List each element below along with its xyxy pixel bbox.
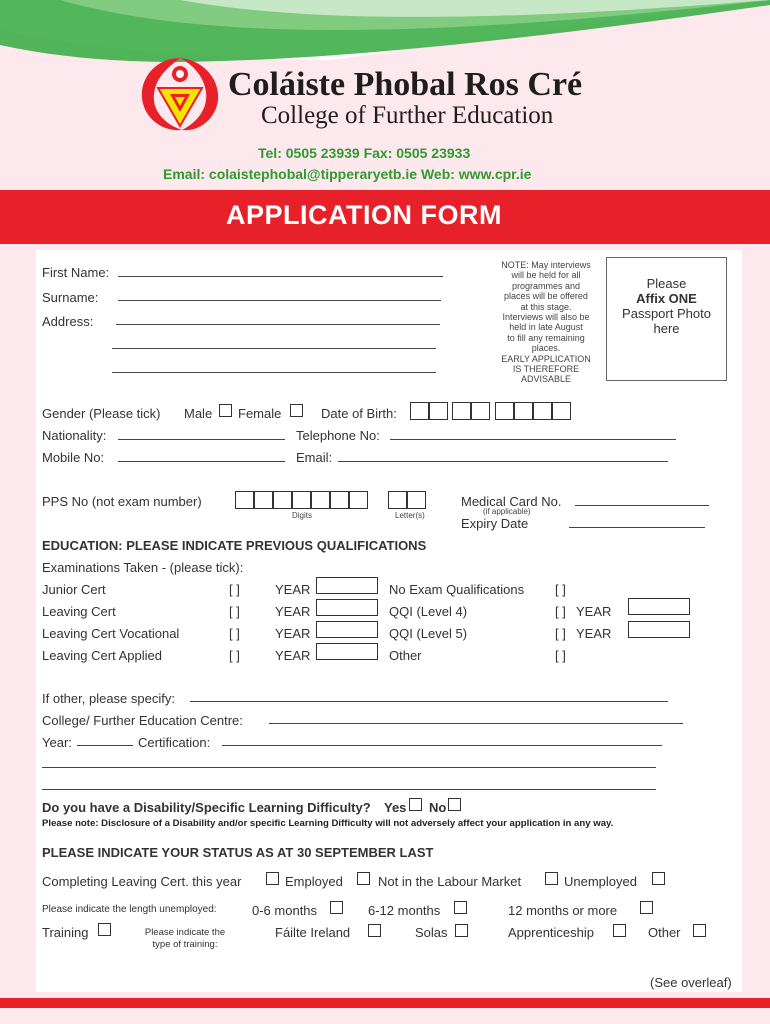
education-heading: EDUCATION: PLEASE INDICATE PREVIOUS QUALIFICATIONS [42,538,427,553]
pps-digit-box[interactable] [254,491,273,509]
edu-year-box[interactable] [316,599,378,616]
edu-year-box[interactable] [316,621,378,638]
months-0-6-label: 0-6 months [252,903,318,918]
disability-yes-label: Yes [384,800,407,815]
photo-text: here [653,321,680,336]
dob-month-box[interactable] [471,402,490,420]
employed-label: Employed [285,874,343,889]
college-centre-label: College/ Further Education Centre: [42,713,243,728]
apprenticeship-checkbox[interactable] [613,924,626,937]
apprenticeship-label: Apprenticeship [508,925,594,940]
unemployed-label: Unemployed [564,874,637,889]
medical-card-label: Medical Card No. [461,494,562,509]
title-banner [0,190,770,244]
edu-right-year-box[interactable] [628,621,690,638]
dob-year-box[interactable] [495,402,514,420]
expiry-label: Expiry Date [461,516,529,531]
pps-label: PPS No (not exam number) [42,494,202,509]
training-type-label [136,927,234,951]
footer-bar [0,998,770,1008]
note-line: Interviews will also be [502,312,590,323]
pps-letter-box[interactable] [407,491,426,509]
college-logo [134,54,226,134]
edu-bracket[interactable]: [ ] [229,648,240,663]
status-heading: PLEASE INDICATE YOUR STATUS AS AT 30 SEPTEMBER LAST [42,845,434,860]
solas-label: Solas [415,925,448,940]
contact-email-web: Email: colaistephobal@tipperaryetb.ie Web: www.cpr.ie [163,166,532,182]
disability-note: Please note: Disclosure of a Disability and/or specific Learning Difficulty will not adversely affect your application in any way. [42,818,614,829]
disability-no-checkbox[interactable] [448,798,461,811]
mobile-field[interactable] [118,461,285,462]
training-type-line: type of training: [152,939,218,950]
training-other-checkbox[interactable] [693,924,706,937]
medical-card-note: (if applicable) [483,507,531,516]
note-line: ADVISABLE [520,374,572,385]
note-line: places will be offered [504,291,588,302]
edu-right-name: Other [389,648,422,663]
female-checkbox[interactable] [290,404,303,417]
address-field-line-2[interactable] [112,348,436,349]
disability-yes-checkbox[interactable] [409,798,422,811]
medical-card-field[interactable] [575,505,709,506]
dob-year-box[interactable] [552,402,571,420]
mobile-label: Mobile No: [42,450,105,465]
note-line: places. [531,343,561,354]
edu-right-bracket[interactable]: [ ] [555,626,566,641]
college-centre-field[interactable] [269,723,683,724]
pps-digit-box[interactable] [349,491,368,509]
male-label: Male [184,406,213,421]
failte-ireland-label: Fáilte Ireland [275,925,351,940]
note-line: programmes and [511,280,581,291]
nationality-field[interactable] [118,439,285,440]
edu-right-bracket[interactable]: [ ] [555,648,566,663]
edu-bracket[interactable]: [ ] [229,626,240,641]
interview-note [494,260,598,385]
surname-label: Surname: [42,290,99,305]
not-labour-market-label: Not in the Labour Market [378,874,522,889]
months-6-12-label: 6-12 months [368,903,441,918]
pps-letter-box[interactable] [388,491,407,509]
edu-right-year-box[interactable] [628,598,690,615]
pps-digit-box[interactable] [235,491,254,509]
pps-digit-box[interactable] [311,491,330,509]
female-label: Female [238,406,282,421]
exams-taken-label: Examinations Taken - (please tick): [42,560,244,575]
expiry-field[interactable] [569,527,705,528]
edu-right-bracket[interactable]: [ ] [555,604,566,619]
contact-phone: Tel: 0505 23939 Fax: 0505 23933 [258,145,471,161]
edu-year-label: YEAR [275,582,311,597]
unemployed-checkbox[interactable] [652,872,665,885]
note-line: held in late August [509,322,583,333]
college-subtitle: College of Further Education [261,102,554,129]
dob-label: Date of Birth: [321,406,397,421]
edu-right-bracket[interactable]: [ ] [555,582,566,597]
address-label: Address: [42,314,94,329]
pps-digit-box[interactable] [292,491,311,509]
see-overleaf: (See overleaf) [650,975,732,990]
edu-year-label: YEAR [275,626,311,641]
length-unemployed-label: Please indicate the length unemployed: [42,904,217,915]
telephone-field[interactable] [390,439,676,440]
note-line: EARLY APPLICATION [501,353,591,364]
not-labour-market-checkbox[interactable] [545,872,558,885]
email-field[interactable] [338,461,668,462]
college-name: Coláiste Phobal Ros Cré [228,66,583,103]
edu-year-box[interactable] [316,643,378,660]
nationality-label: Nationality: [42,428,107,443]
address-field-line-3[interactable] [112,372,436,373]
edu-right-year-label: YEAR [576,626,612,641]
months-0-6-checkbox[interactable] [330,901,343,914]
telephone-label: Telephone No: [296,428,380,443]
extra-line-1[interactable] [42,767,656,768]
form-title: APPLICATION FORM [226,200,502,230]
training-type-line: Please indicate the [144,927,226,938]
training-checkbox[interactable] [98,923,111,936]
male-checkbox[interactable] [219,404,232,417]
completing-lc-label: Completing Leaving Cert. this year [42,874,242,889]
photo-text: Passport Photo [622,306,711,321]
digits-caption: Digits [292,511,313,520]
disability-question: Do you have a Disability/Specific Learning Difficulty? [42,800,371,815]
edu-right-name: QQI (Level 4) [389,604,468,619]
failte-ireland-checkbox[interactable] [368,924,381,937]
edu-bracket[interactable]: [ ] [229,582,240,597]
extra-line-2[interactable] [42,789,656,790]
year-field[interactable] [77,745,133,746]
note-line: to fill any remaining [507,332,585,343]
edu-year-label: YEAR [275,648,311,663]
certification-field[interactable] [222,745,662,746]
edu-right-name: No Exam Qualifications [389,582,525,597]
training-other-label: Other [648,925,681,940]
completing-lc-checkbox[interactable] [266,872,279,885]
months-12-plus-label: 12 months or more [508,903,618,918]
photo-text: Please [646,276,687,291]
edu-row-name: Leaving Cert Vocational [42,626,180,641]
photo-text-bold: Affix ONE [636,291,697,306]
surname-field[interactable] [118,300,441,301]
first-name-label: First Name: [42,265,110,280]
passport-photo-box[interactable] [606,257,727,381]
note-line: at this stage. [520,301,572,312]
gender-label: Gender (Please tick) [42,406,161,421]
email-label: Email: [296,450,333,465]
dob-year-box[interactable] [533,402,552,420]
edu-row-name: Junior Cert [42,582,106,597]
certification-label: Certification: [138,735,211,750]
edu-right-name: QQI (Level 5) [389,626,468,641]
pps-digit-box[interactable] [273,491,292,509]
dob-day-box[interactable] [429,402,448,420]
edu-right-year-label: YEAR [576,604,612,619]
training-label: Training [42,925,89,940]
other-specify-field[interactable] [190,701,668,702]
edu-row-name: Leaving Cert [42,604,116,619]
year-line-label: Year: [42,735,72,750]
dob-month-box[interactable] [452,402,471,420]
dob-year-box[interactable] [514,402,533,420]
edu-year-box[interactable] [316,577,378,594]
note-line: will be held for all [511,270,581,281]
dob-day-box[interactable] [410,402,429,420]
solas-checkbox[interactable] [455,924,468,937]
other-specify-label: If other, please specify: [42,691,175,706]
months-6-12-checkbox[interactable] [454,901,467,914]
header-swoosh-graphic [0,0,770,70]
edu-row-name: Leaving Cert Applied [42,648,162,663]
edu-bracket[interactable]: [ ] [229,604,240,619]
note-line: NOTE: May interviews [501,260,591,270]
address-field-line-1[interactable] [116,324,440,325]
disability-no-label: No [429,800,447,815]
pps-digit-box[interactable] [330,491,349,509]
months-12-plus-checkbox[interactable] [640,901,653,914]
first-name-field[interactable] [118,276,443,277]
edu-year-label: YEAR [275,604,311,619]
employed-checkbox[interactable] [357,872,370,885]
letters-caption: Letter(s) [395,511,425,520]
note-line: IS THEREFORE [512,364,580,375]
